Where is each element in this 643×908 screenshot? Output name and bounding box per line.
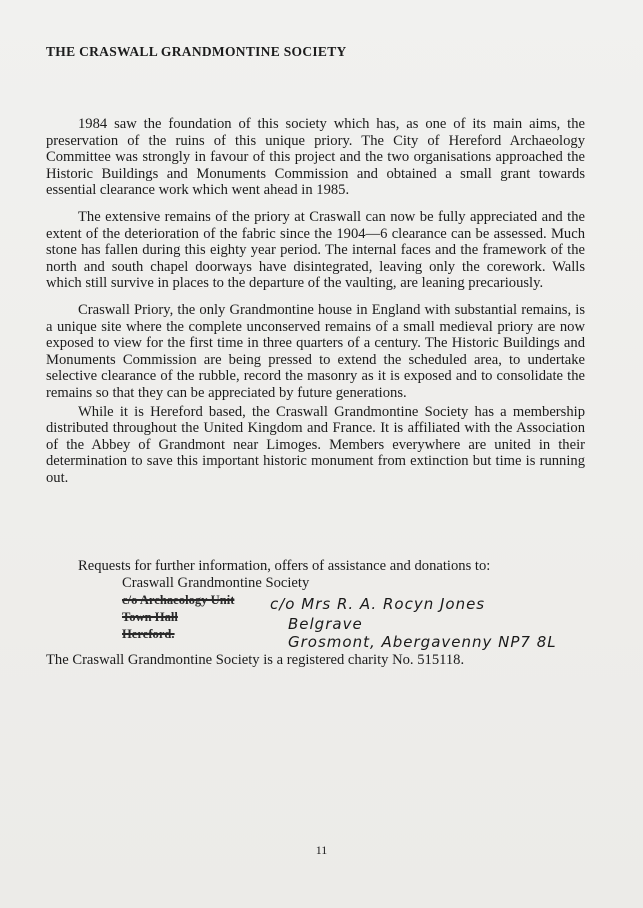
paragraph-foundation: 1984 saw the foundation of this society which has, as one of its main aims, the preservation of the ruins of this unique priory. The City of Hereford Archaeology Committee was strongly in favour of this project and the two organisations approached the Historic Buildings and Monuments Commission and obtained a small grant towards essential clearance work which went ahead in 1985. (46, 116, 585, 199)
handwritten-name: c/o Mrs R. A. Rocyn Jones (270, 595, 486, 613)
body-text (46, 116, 585, 494)
contact-block (78, 558, 598, 591)
struck-address-line-2: Town Hall (122, 610, 178, 624)
struck-address-line-1: c/o Archaeology Unit (122, 593, 235, 607)
charity-statement: The Craswall Grandmontine Society is a registered charity No. 515118. (46, 652, 465, 668)
struck-address-line-3: Hereford. (122, 627, 175, 641)
paragraph-priory: Craswall Priory, the only Grandmontine house in England with substantial remains, is a unique site where the complete unconserved remains of a small medieval priory are now exposed to view for the first time in three quarters of a century. The Historic Buildings and Monuments Commission are being pressed to extend the scheduled area, to undertake selective clearance of the rubble, record the masonry as it is exposed and to consolidate the remains so that they can be appreciated by future generations. (46, 301, 585, 401)
handwritten-house: Belgrave (288, 615, 363, 633)
requests-line: Requests for further information, offers of assistance and donations to: (78, 558, 491, 574)
page-number: 11 (315, 843, 328, 857)
society-name: Craswall Grandmontine Society (122, 574, 310, 591)
paragraph-remains: The extensive remains of the priory at Craswall can now be fully appreciated and the extent of the deterioration of the fabric since the 1904—6 clearance can be assessed. Much stone has fallen during this eighty year period. The internal faces and the framework of the north and south chapel doorways have disintegrated, leaving only the corework. Walls which still survive in places to the departure of the vaulting, are leaning precariously. (46, 208, 585, 292)
page-title: THE CRASWALL GRANDMONTINE SOCIETY (46, 44, 347, 59)
paragraph-membership: While it is Hereford based, the Craswall Grandmontine Society has a membership distributed throughout the United Kingdom and France. It is affiliated with the Association of the Abbey of Grandmont near Limoges. Members everywhere are united in their determination to save this important historic monument from extinction but time is running out. (46, 403, 585, 486)
handwritten-town: Grosmont, Abergavenny NP7 8L (288, 633, 557, 651)
